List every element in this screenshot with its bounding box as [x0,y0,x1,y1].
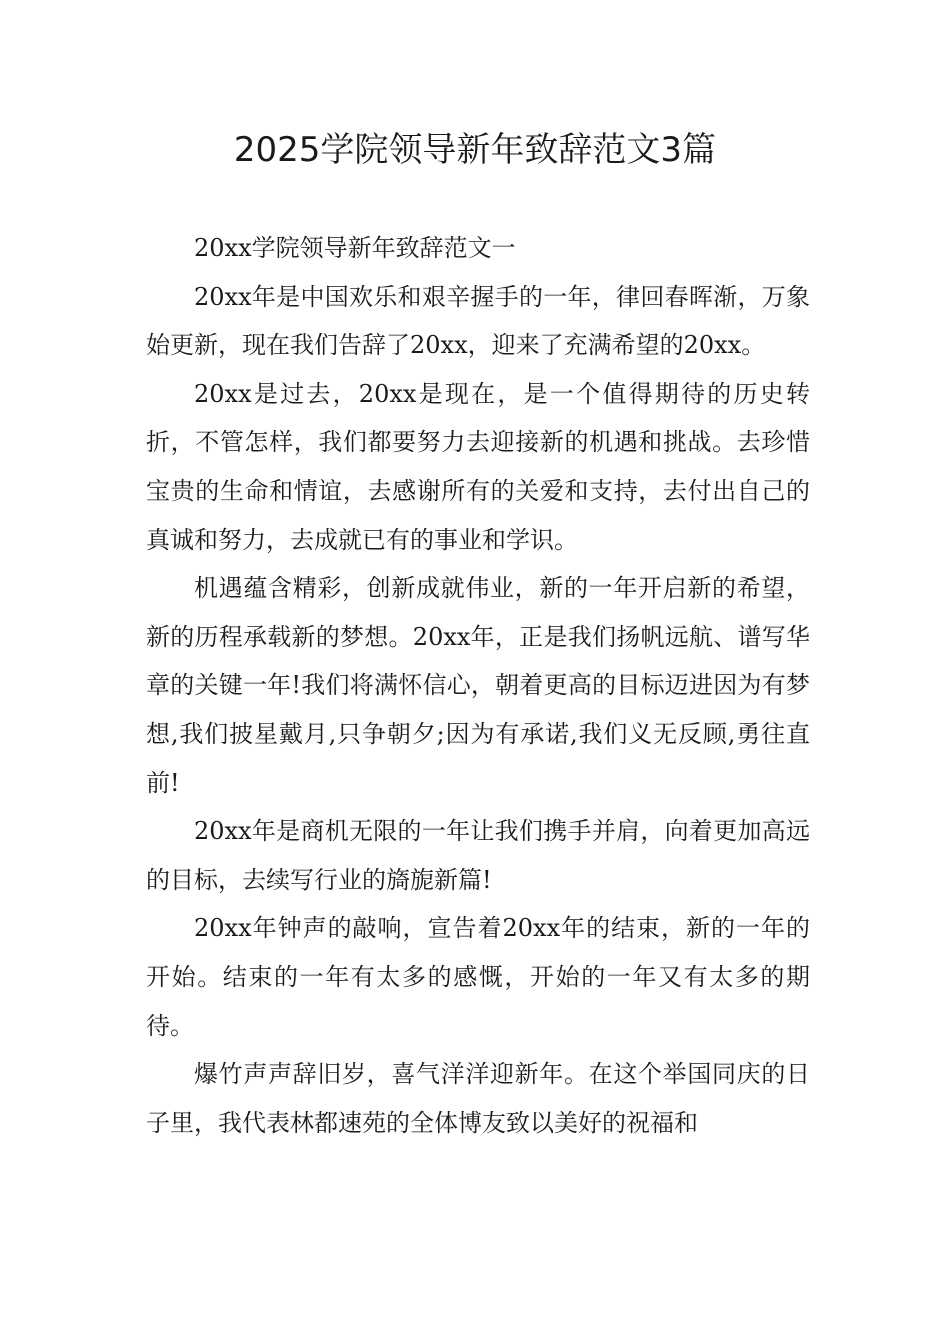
document-body [146,224,810,1147]
paragraph: 20xx学院领导新年致辞范文一 [194,234,516,262]
document-title: 2025学院领导新年致辞范文3篇 [233,130,717,170]
paragraph: 20xx年钟声的敲响，宣告着20xx年的结束，新的一年的开始。结束的一年有太多的感慨，开始的一年又有太多的期待。 [146,914,810,1040]
paragraph: 爆竹声声辞旧岁，喜气洋洋迎新年。在这个举国同庆的日子里，我代表林都速苑的全体博友致以美好的祝福和 [146,1060,810,1137]
paragraph: 20xx年是中国欢乐和艰辛握手的一年，律回春晖渐，万象始更新，现在我们告辞了20xx，迎来了充满希望的20xx。 [146,282,810,360]
paragraph: 20xx年是商机无限的一年让我们携手并肩，向着更加高远的目标，去续写行业的旖旎新篇! [146,817,810,894]
paragraph: 机遇蕴含精彩，创新成就伟业，新的一年开启新的希望，新的历程承载新的梦想。20xx年，正是我们扬帆远航、谱写华章的关键一年!我们将满怀信心，朝着更高的目标迈进因为有梦想,我们披星戴月,只争朝夕;因为有承诺,我们义无反顾,勇往直前! [146,574,810,797]
paragraph: 20xx是过去，20xx是现在，是一个值得期待的历史转折，不管怎样，我们都要努力去迎接新的机遇和挑战。去珍惜宝贵的生命和情谊，去感谢所有的关爱和支持，去付出自己的真诚和努力，去成就已有的事业和学识。 [146,379,810,554]
